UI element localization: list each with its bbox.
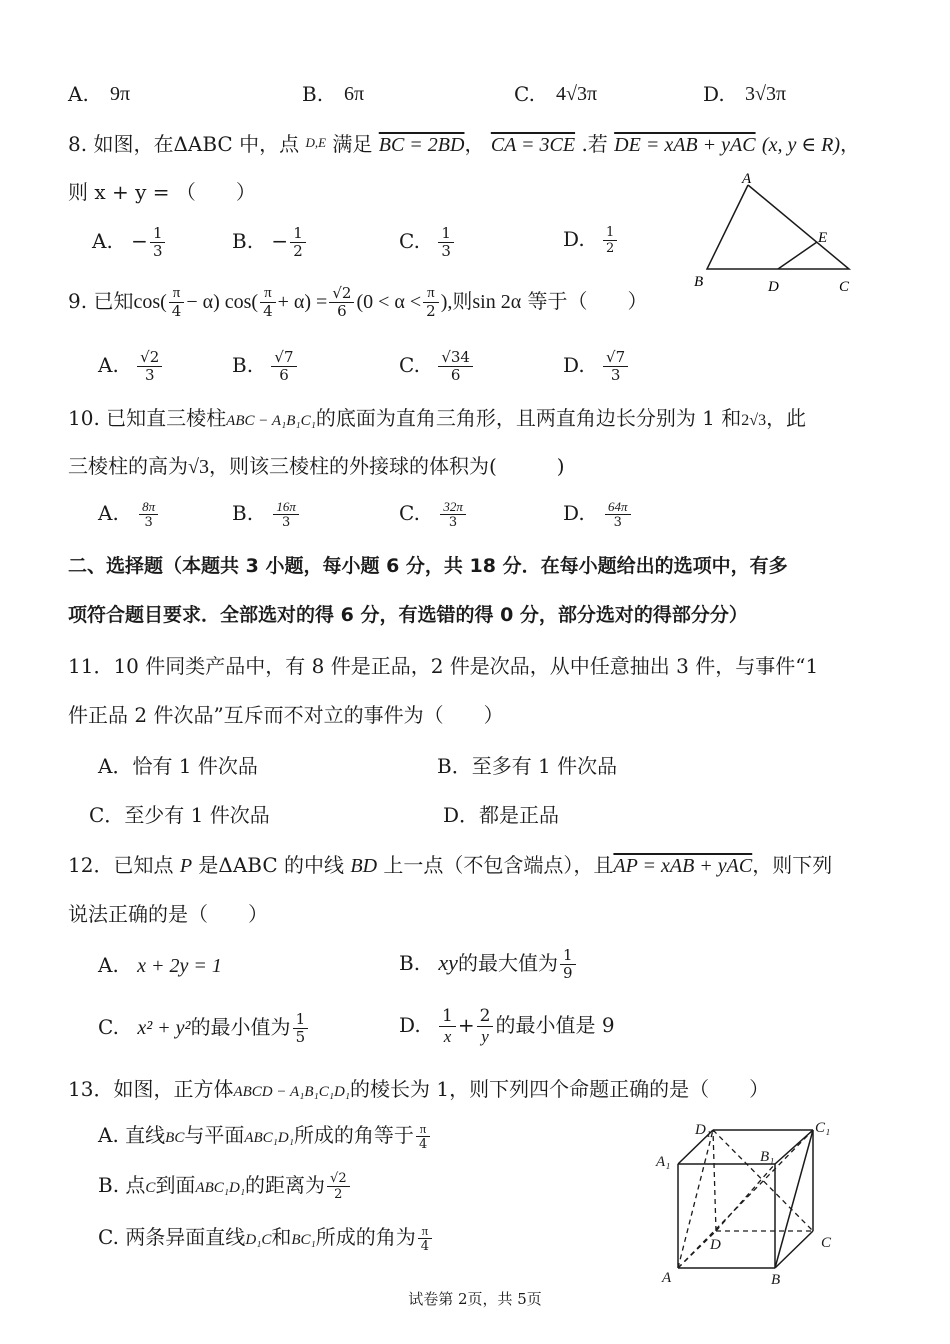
q11-option-d	[443, 805, 559, 825]
q8-label-e: E	[818, 230, 828, 246]
q12-option-d-den-2: y	[481, 1027, 489, 1046]
q13-option-a-label: A.	[98, 1123, 119, 1147]
q11-option-c-text: 至少有 1 件次品	[124, 803, 270, 827]
q9-two: 2	[426, 302, 436, 320]
q8-option-c-den: 3	[441, 242, 451, 260]
q7-option-c-label: C.	[514, 82, 535, 106]
q13-option-a-line: BC	[165, 1130, 185, 1146]
q13-option-b-text-1: 点	[125, 1173, 146, 1197]
q9-expr-1: cos(	[133, 291, 167, 313]
q12-option-d-num-1: 1	[439, 1008, 456, 1027]
q10-leg: 2√3	[741, 412, 767, 429]
q12-text-2: 是ΔABC 的中线	[198, 853, 345, 877]
q12-option-b-text: 的最大值为	[457, 951, 558, 975]
q10-option-a-num: 8π	[139, 500, 158, 515]
q7-option-b-label: B.	[302, 82, 324, 106]
q12-option-b-label: B.	[399, 951, 421, 975]
q13-option-b-text-2: 到面	[155, 1173, 196, 1197]
q8-option-a-sign: −	[131, 229, 148, 253]
q11-option-b-label: B．	[437, 754, 472, 778]
q8-text-2: 满足	[332, 132, 373, 156]
q11-option-a-text: 恰有 1 件次品	[132, 754, 258, 778]
q13-option-a-text-1: 直线	[125, 1123, 166, 1147]
q10-line2-a: 三棱柱的高为	[68, 454, 188, 478]
q12-option-c	[98, 1012, 310, 1045]
q9-option-a-num: √2	[137, 350, 162, 367]
page-footer: 试卷第 2页，共 5页	[408, 1290, 542, 1308]
q9-number: 9.	[68, 289, 88, 313]
q10-option-c-den: 3	[448, 515, 458, 530]
q8-option-d-den: 2	[606, 241, 615, 256]
q9-option-b	[232, 350, 299, 383]
cube-label-d: D	[710, 1237, 721, 1253]
q10-text-2: 的底面为直角三角形，且两直角边长分别为 1 和	[315, 406, 742, 430]
q12-option-a	[98, 955, 222, 976]
q10-option-a-label: A.	[98, 501, 119, 525]
q11-option-d-label: D．	[443, 803, 480, 827]
q13-option-c-label: C.	[98, 1225, 119, 1249]
q10-option-a	[98, 500, 160, 529]
q8-option-a-label: A.	[92, 229, 113, 253]
q8-number: 8.	[68, 132, 88, 156]
q10-text-3: ，此	[766, 406, 807, 430]
q12-option-b-expr: xy	[438, 950, 458, 975]
q10-option-d-label: D.	[563, 501, 585, 525]
q12-option-a-expr: x + 2y = 1	[137, 955, 222, 977]
q12-option-d-text: 的最小值是 9	[495, 1013, 615, 1037]
q12-option-c-expr: x² + y²	[137, 1017, 191, 1039]
q12-vector: AP = xAB + yAC	[613, 855, 753, 877]
q12-option-b-num: 1	[560, 948, 576, 965]
q9-range-2: ),则	[440, 291, 473, 313]
q9-option-d-den: 3	[610, 366, 621, 384]
q13-option-b	[98, 1172, 352, 1201]
q9-option-a-den: 3	[144, 366, 155, 384]
q8-cond-3: DE = xAB + yAC	[614, 134, 756, 156]
q9-option-c-label: C.	[399, 353, 420, 377]
cube-label-c1: C₁	[815, 1120, 831, 1136]
q13-option-b-den: 2	[334, 1187, 343, 1202]
q12-option-b-den: 9	[562, 964, 573, 982]
q9-option-c-den: 6	[450, 366, 461, 384]
q9-range-1: (0 < α <	[356, 291, 422, 313]
q12-option-c-num: 1	[293, 1012, 309, 1029]
q10-line-2	[68, 456, 565, 477]
q12-option-d-den-1: x	[443, 1027, 452, 1046]
q9-line-1	[68, 286, 648, 319]
q13-option-c-text-3: 所成的角为	[315, 1225, 416, 1249]
q13-option-c	[98, 1224, 434, 1253]
q10-option-c	[399, 500, 468, 529]
q9-four-1: 4	[171, 302, 182, 320]
q8-label-c: C	[839, 279, 850, 295]
q8-option-c-num: 1	[438, 226, 454, 243]
q11-option-a-label: A．	[98, 754, 133, 778]
q8-label-b: B	[694, 274, 704, 290]
q13-option-a-text-2: 与平面	[184, 1123, 245, 1147]
q10-option-d-den: 3	[613, 515, 622, 530]
q8-option-c-label: C.	[399, 229, 420, 253]
q8-option-b-num: 1	[290, 226, 306, 243]
q13-text-2: 的棱长为 1，则下列四个命题正确的是（ ）	[350, 1077, 770, 1101]
q11-option-c-label: C．	[89, 803, 125, 827]
q9-option-b-den: 6	[279, 366, 289, 384]
q12-option-c-text: 的最小值为	[190, 1015, 291, 1039]
q8-option-c	[399, 226, 456, 259]
q8-option-b-den: 2	[293, 242, 303, 260]
q10-option-c-label: C.	[399, 501, 420, 525]
q9-suffix: 等于（ ）	[527, 289, 648, 313]
q10-height: √3	[188, 456, 209, 478]
cube-label-b: B	[771, 1272, 781, 1288]
q13-option-b-text-3: 的距离为	[245, 1173, 326, 1197]
q9-prefix: 已知	[93, 289, 134, 313]
q8-points: D,E	[305, 135, 327, 150]
q8-cond-1: BC = 2BD	[378, 134, 465, 156]
q8-segment-de	[778, 242, 817, 269]
q12-option-d-num-2: 2	[477, 1008, 494, 1027]
q9-option-c	[399, 350, 475, 383]
q9-option-b-label: B.	[232, 353, 254, 377]
q13-line-1	[68, 1079, 769, 1100]
q13-option-a-num: π	[416, 1122, 430, 1137]
q8-text-1: 如图，在ΔABC 中，点	[93, 132, 300, 156]
q9-pi-2: π	[260, 286, 276, 303]
section2-heading-line-2: 项符合题目要求．全部选对的得 6 分，有选错的得 0 分，部分选对的得部分分）	[68, 604, 748, 626]
q8-line-1: 8. 如图，在ΔABC 中，点 $^{D,E}$ 满足 BC = 2BD， CA = 3CE .若 DE = xAB + yAC (x, y ∈ R)，	[68, 132, 861, 156]
q12-median-bd: BD	[350, 855, 378, 877]
cube-hidden-dd1	[713, 1130, 716, 1231]
q10-text-1: 已知直三棱柱	[106, 406, 227, 430]
q8-triangle-abc	[707, 185, 849, 269]
q10-line-1	[68, 408, 806, 429]
q8-text-3: .若	[581, 132, 608, 156]
q8-triangle-figure	[690, 170, 870, 300]
q8-option-d	[563, 226, 619, 255]
q12-option-c-label: C.	[98, 1015, 119, 1039]
q9-four-2: 4	[263, 302, 273, 320]
q8-label-d: D	[768, 279, 779, 295]
q9-option-a	[98, 350, 164, 383]
cube-hidden-db1	[716, 1164, 775, 1231]
q12-option-a-label: A.	[98, 953, 119, 977]
q13-text-1: 13．如图，正方体	[68, 1077, 234, 1101]
q13-option-c-line-2: BC₁	[291, 1232, 316, 1248]
q8-domain: (x, y ∈ R)	[761, 134, 841, 156]
cube-label-d1: D₁	[695, 1122, 712, 1138]
q12-text-3: 上一点（不包含端点），且	[383, 853, 614, 877]
q8-option-a	[92, 226, 167, 259]
q9-pi-3: π	[423, 286, 439, 303]
cube-label-a: A	[662, 1270, 672, 1286]
q9-expr-3: + α) =	[277, 291, 328, 313]
q8-option-b-sign: −	[271, 229, 289, 253]
q8-option-d-num: 1	[603, 226, 617, 241]
q10-option-d-num: 64π	[605, 500, 631, 515]
q12-line-1	[68, 855, 832, 876]
q13-option-c-num: π	[418, 1224, 432, 1239]
cube-hidden-ac1	[678, 1130, 813, 1268]
q9-option-b-num: √7	[271, 350, 296, 367]
q10-option-b	[232, 500, 301, 529]
q9-rhs-num: √2	[329, 286, 354, 303]
q9-option-d	[563, 350, 630, 383]
q8-option-b	[232, 226, 308, 259]
q12-option-b	[399, 948, 578, 981]
section2-heading-line-1: 二、选择题（本题共 3 小题，每小题 6 分，共 18 分．在每小题给出的选项中，有多	[68, 555, 788, 577]
cube-hidden-ad1	[678, 1130, 713, 1268]
q11-option-b-text: 至多有 1 件次品	[471, 754, 618, 778]
q13-option-b-point: C	[145, 1180, 156, 1196]
q13-option-c-text-2: 和	[271, 1225, 292, 1249]
q9-option-c-num: √34	[438, 350, 473, 367]
cube-label-c: C	[821, 1235, 832, 1251]
q9-expr-2: − α) cos(	[186, 291, 259, 313]
q7-option-a-value: 9π	[110, 83, 131, 105]
cube-diagonal-bc1	[775, 1130, 813, 1268]
q8-option-a-num: 1	[150, 226, 166, 243]
q12-text-1: 12．已知点	[68, 853, 174, 877]
q12-option-d	[399, 1008, 615, 1045]
q13-option-a	[98, 1122, 432, 1151]
q7-option-c-value: 4√3π	[556, 83, 598, 105]
q9-rhs-den: 6	[337, 302, 347, 320]
q12-option-c-den: 5	[295, 1028, 306, 1046]
q13-option-c-text-1: 两条异面直线	[125, 1225, 246, 1249]
q11-option-c	[89, 805, 270, 825]
q9-pi-1: π	[169, 286, 185, 303]
q13-option-b-label: B.	[98, 1173, 120, 1197]
q13-option-b-plane: ABC₁D₁	[195, 1180, 246, 1196]
q13-option-a-text-3: 所成的角等于	[293, 1123, 414, 1147]
q13-option-b-num: √2	[327, 1172, 350, 1187]
cube-label-b1: B₁	[760, 1149, 775, 1165]
q11-option-b	[437, 756, 617, 776]
q8-cond-2: CA = 3CE	[490, 134, 576, 156]
q8-line-2: 则 x + y = （ ）	[68, 180, 256, 204]
q9-option-d-num: √7	[603, 350, 628, 367]
q10-line2-b: ，则该三棱柱的外接球的体积为( )	[208, 454, 565, 478]
q11-line-1: 11．10 件同类产品中，有 8 件是正品，2 件是次品，从中任意抽出 3 件，与事件“1	[68, 654, 819, 678]
q12-option-d-plus: +	[457, 1013, 475, 1037]
q8-option-b-label: B.	[232, 229, 254, 253]
q10-option-b-label: B.	[232, 501, 254, 525]
q9-target: sin 2α	[472, 291, 522, 313]
q13-option-c-line-1: D₁C	[245, 1232, 272, 1248]
q12-option-d-label: D.	[399, 1013, 421, 1037]
q7-option-a-label: A.	[68, 82, 89, 106]
q8-label-a: A	[742, 171, 752, 187]
q10-option-b-den: 3	[282, 515, 291, 530]
q9-option-d-label: D.	[563, 353, 585, 377]
q10-option-d	[563, 500, 633, 529]
cube-edge-b1c1	[775, 1130, 813, 1164]
q10-number: 10.	[68, 406, 100, 430]
q13-option-c-den: 4	[420, 1239, 430, 1254]
q11-option-a	[98, 756, 258, 776]
q7-option-d-value: 3√3π	[745, 83, 787, 105]
q11-line-2: 件正品 2 件次品”互斥而不对立的事件为（ ）	[68, 703, 504, 727]
q7-option-b-value: 6π	[344, 83, 365, 105]
q13-cube-figure	[650, 1116, 850, 1288]
q8-option-a-den: 3	[152, 242, 163, 260]
q11-option-d-text: 都是正品	[479, 803, 560, 827]
q10-prism: ABC − A₁B₁C₁	[226, 413, 316, 429]
q10-option-c-num: 32π	[440, 500, 466, 515]
q13-option-a-den: 4	[418, 1137, 428, 1152]
q12-text-4: ，则下列	[752, 853, 833, 877]
q8-option-d-label: D.	[563, 227, 585, 251]
q12-line-2: 说法正确的是（ ）	[68, 902, 268, 926]
q13-option-a-plane: ABC₁D₁	[244, 1130, 294, 1146]
q13-cube: ABCD − A₁B₁C₁D₁	[233, 1084, 350, 1100]
q7-option-d-label: D.	[703, 82, 725, 106]
q10-option-a-den: 3	[144, 515, 153, 530]
q12-point-p: P	[179, 855, 193, 877]
q9-option-a-label: A.	[98, 353, 119, 377]
cube-label-a1: A₁	[656, 1154, 671, 1170]
q10-option-b-num: 16π	[273, 500, 299, 515]
